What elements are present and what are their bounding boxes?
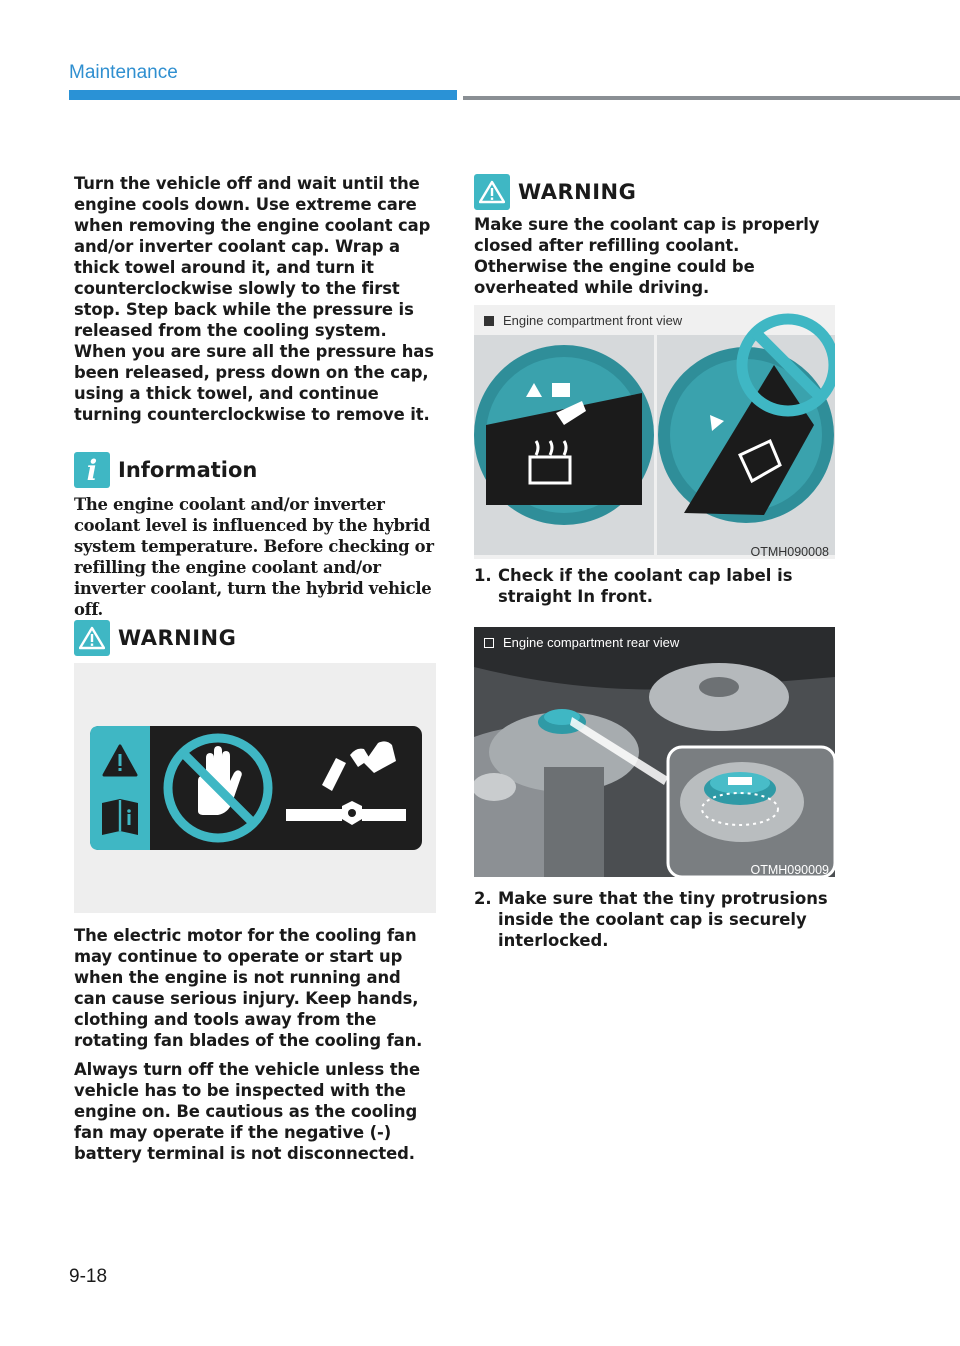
manual-book-icon [102, 799, 138, 835]
warning-title-left: WARNING [118, 626, 237, 650]
step-2-text: Make sure that the tiny protrusions inside the coolant cap is securely interlocked. [498, 889, 828, 950]
figure-rear-view [474, 627, 835, 877]
header-rule-blue [69, 90, 457, 100]
figure-code-front: OTMH090008 [750, 545, 829, 559]
figure-caption-front: Engine compartment front view [484, 313, 682, 328]
coolant-cap-correct [474, 345, 654, 525]
warning-block-right [474, 174, 836, 298]
fan-warning-illustration [74, 663, 436, 913]
step-2 [474, 888, 836, 951]
step-2-number: 2. [474, 889, 492, 908]
step-1-text: Check if the coolant cap label is straight In front. [498, 566, 793, 606]
coolant-cap-instructions: Turn the vehicle off and wait until the engine cools down. Use extreme care when removing the engine coolant cap and/or inverter coolant cap. Wrap a thick towel around it, and turn it counterclockwise slowly to the first stop. Step back while the pressure is released from the cooling system. When you are sure all the pressure has been released, press down on the cap, using a thick towel, and continue turning counterclockwise to remove it. [74, 174, 434, 424]
caption-square-icon [484, 638, 494, 648]
figure-front-view [474, 305, 835, 559]
fan-motor-warning: The electric motor for the cooling fan may continue to operate or start up when the engine is not running and can cause serious injury. Keep hands, clothing and tools away from the rotating fan blades of the cooling fan. [74, 926, 423, 1050]
information-text: The engine coolant and/or inverter coolant level is influenced by the hybrid system temperature. Before checking or refilling the engine coolant and/or inverter coolant, turn the hybrid vehicle off. [74, 495, 434, 619]
warning-triangle-icon [474, 174, 510, 210]
fan-warning-text-block [74, 925, 436, 1164]
warning-title-right: WARNING [518, 180, 637, 204]
warning-block-left [74, 620, 436, 656]
info-icon: i [74, 452, 110, 488]
warning-heading-left [74, 620, 436, 656]
page-number: 9-18 [69, 1266, 108, 1287]
step-1 [474, 565, 836, 607]
figure-caption-rear: Engine compartment rear view [484, 635, 679, 650]
warning-heading-right [474, 174, 836, 210]
left-column [74, 173, 436, 425]
information-block [74, 452, 436, 620]
battery-terminal-warning: Always turn off the vehicle unless the vehicle has to be inspected with the engine on. Be cautious as the cooling fan may operate if the negative (-) battery terminal is not disconnected. [74, 1060, 421, 1163]
information-heading [74, 452, 436, 488]
figure-code-rear: OTMH090009 [750, 863, 829, 877]
section-title: Maintenance [69, 62, 178, 83]
header-rule-gray [463, 96, 960, 100]
coolant-cap-warning: Make sure the coolant cap is properly closed after refilling coolant. Otherwise the engine could be overheated while driving. [474, 215, 820, 297]
information-title: Information [118, 458, 258, 482]
warning-triangle-icon [74, 620, 110, 656]
step-1-number: 1. [474, 566, 492, 585]
